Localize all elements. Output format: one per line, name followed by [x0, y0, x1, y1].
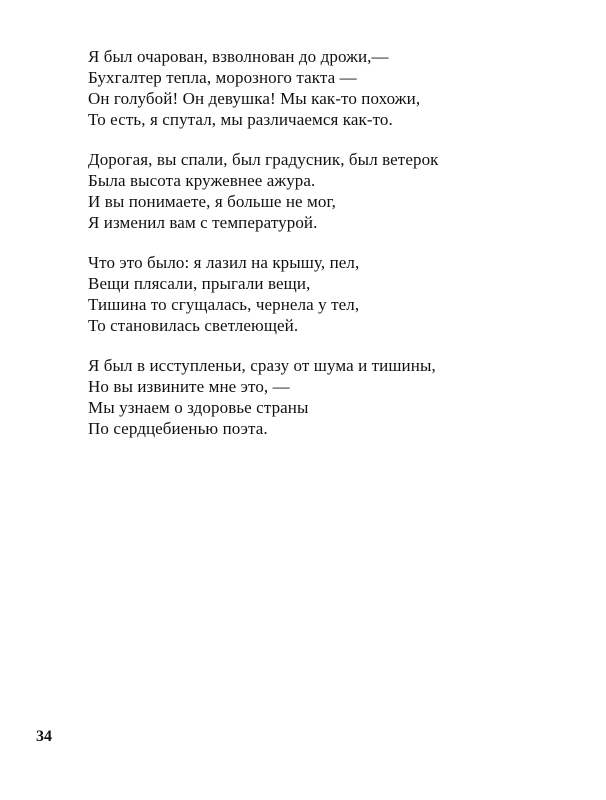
- poem-line: Бухгалтер тепла, морозного такта —: [88, 68, 357, 87]
- poem-line: Но вы извините мне это, —: [88, 377, 290, 396]
- stanza-3: [88, 252, 568, 336]
- poem-line: И вы понимаете, я больше не мог,: [88, 192, 336, 211]
- poem-line: Я изменил вам с температурой.: [88, 213, 318, 232]
- poem: [88, 46, 568, 458]
- poem-line: Я был очарован, взволнован до дрожи,—: [88, 47, 389, 66]
- poem-line: То есть, я спутал, мы различаемся как-то.: [88, 110, 393, 129]
- poem-line: Я был в исступленьи, сразу от шума и тишины,: [88, 356, 436, 375]
- poem-line: Что это было: я лазил на крышу, пел,: [88, 253, 360, 272]
- poem-line: Тишина то сгущалась, чернела у тел,: [88, 295, 360, 314]
- poem-line: Была высота кружевнее ажура.: [88, 171, 316, 190]
- poem-line: По сердцебиенью поэта.: [88, 419, 268, 438]
- poem-line: Он голубой! Он девушка! Мы как-то похожи,: [88, 89, 421, 108]
- stanza-2: [88, 149, 568, 233]
- poem-line: Мы узнаем о здоровье страны: [88, 398, 309, 417]
- poem-line: Вещи плясали, прыгали вещи,: [88, 274, 311, 293]
- page-number: 34: [36, 728, 52, 745]
- stanza-1: [88, 46, 568, 130]
- stanza-4: [88, 355, 568, 439]
- poem-line: То становилась светлеющей.: [88, 316, 299, 335]
- poem-line: Дорогая, вы спали, был градусник, был ветерок: [88, 150, 439, 169]
